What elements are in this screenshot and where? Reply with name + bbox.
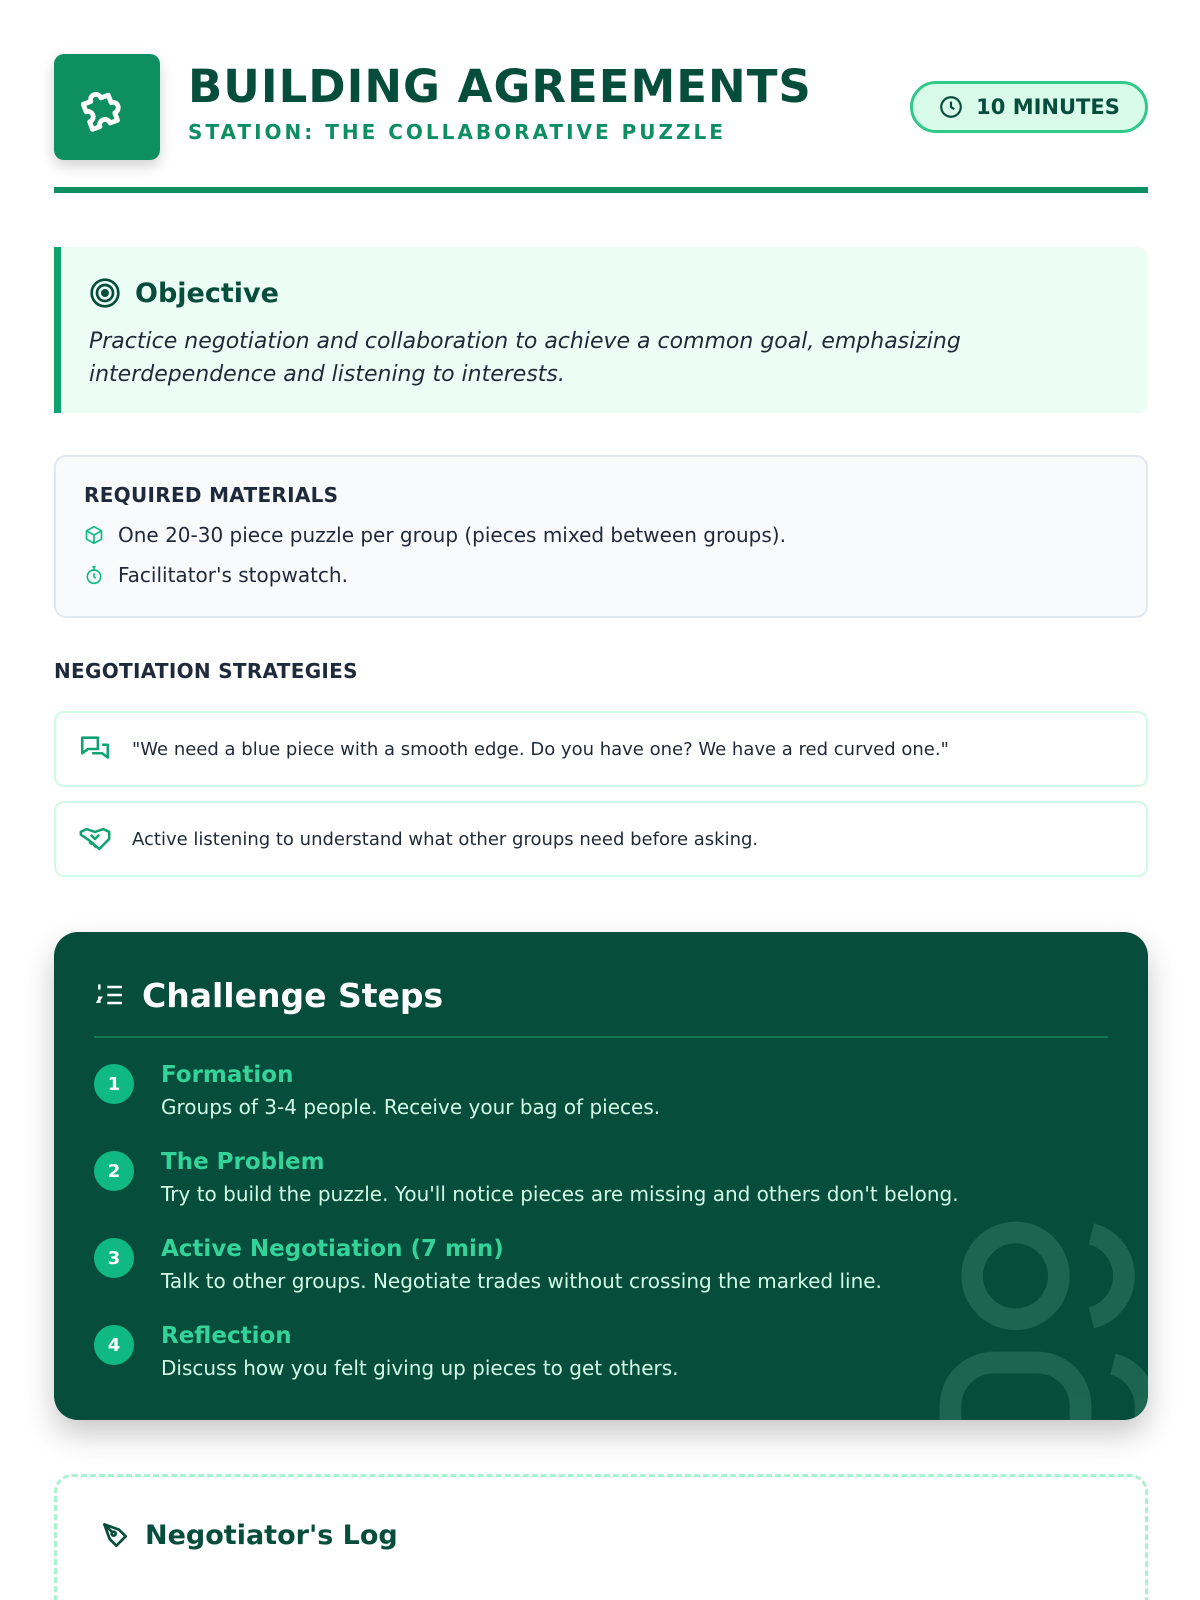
duration-text: 10 MINUTES xyxy=(976,95,1120,119)
target-icon xyxy=(89,277,121,309)
step-item xyxy=(94,1062,994,1126)
step-item xyxy=(94,1236,994,1300)
page-header xyxy=(54,54,1148,194)
duration-badge xyxy=(910,81,1148,133)
step-description: Discuss how you felt giving up pieces to get others. xyxy=(161,1356,679,1380)
strategy-text: "We need a blue piece with a smooth edge. Do you have one? We have a red curved one." xyxy=(132,738,949,760)
step-item xyxy=(94,1323,994,1387)
box-icon xyxy=(84,525,104,545)
steps-heading: Challenge Steps xyxy=(142,975,444,1015)
materials-card xyxy=(54,455,1148,618)
step-title: Reflection xyxy=(161,1323,292,1349)
objective-heading: Objective xyxy=(135,277,279,309)
step-number: 3 xyxy=(94,1238,134,1278)
log-heading: Negotiator's Log xyxy=(145,1519,398,1551)
strategy-text: Active listening to understand what other groups need before asking. xyxy=(132,828,759,850)
stopwatch-icon xyxy=(84,565,104,585)
users-watermark-icon xyxy=(918,1200,1148,1420)
step-title: Formation xyxy=(161,1062,294,1088)
strategy-item xyxy=(54,711,1148,787)
handshake-icon xyxy=(78,822,112,856)
step-number: 1 xyxy=(94,1064,134,1104)
step-item xyxy=(94,1149,994,1213)
strategy-item xyxy=(54,801,1148,877)
step-number: 4 xyxy=(94,1325,134,1365)
negotiator-log-card xyxy=(54,1474,1148,1600)
objective-text: Practice negotiation and collaboration to achieve a common goal, emphasizing interdependence and listening to interests. xyxy=(89,329,961,387)
objective-card xyxy=(54,247,1148,413)
page-title: BUILDING AGREEMENTS xyxy=(188,60,812,113)
step-description: Try to build the puzzle. You'll notice pieces are missing and others don't belong. xyxy=(161,1182,959,1206)
step-description: Groups of 3-4 people. Receive your bag of pieces. xyxy=(161,1095,661,1119)
material-item xyxy=(84,523,1118,547)
objective-heading-row xyxy=(89,277,1118,309)
step-description: Talk to other groups. Negotiate trades without crossing the marked line. xyxy=(161,1269,882,1293)
page-subtitle: STATION: THE COLLABORATIVE PUZZLE xyxy=(188,120,726,144)
log-heading-row xyxy=(99,1519,1103,1551)
steps-heading-row xyxy=(94,972,1108,1018)
header-divider xyxy=(54,187,1148,193)
numbered-list-icon xyxy=(94,979,126,1011)
step-number: 2 xyxy=(94,1151,134,1191)
clock-icon xyxy=(938,94,964,120)
puzzle-icon xyxy=(75,75,139,139)
challenge-steps-card xyxy=(54,932,1148,1420)
logo-badge xyxy=(54,54,160,160)
chat-bubbles-icon xyxy=(78,732,112,766)
material-item xyxy=(84,563,1118,587)
step-title: Active Negotiation (7 min) xyxy=(161,1236,504,1262)
pen-icon xyxy=(99,1519,131,1551)
step-title: The Problem xyxy=(161,1149,325,1175)
materials-heading: REQUIRED MATERIALS xyxy=(84,483,339,507)
strategies-heading: NEGOTIATION STRATEGIES xyxy=(54,659,358,683)
material-text: One 20-30 piece puzzle per group (pieces mixed between groups). xyxy=(118,523,786,547)
steps-divider xyxy=(94,1036,1108,1038)
material-text: Facilitator's stopwatch. xyxy=(118,563,348,587)
